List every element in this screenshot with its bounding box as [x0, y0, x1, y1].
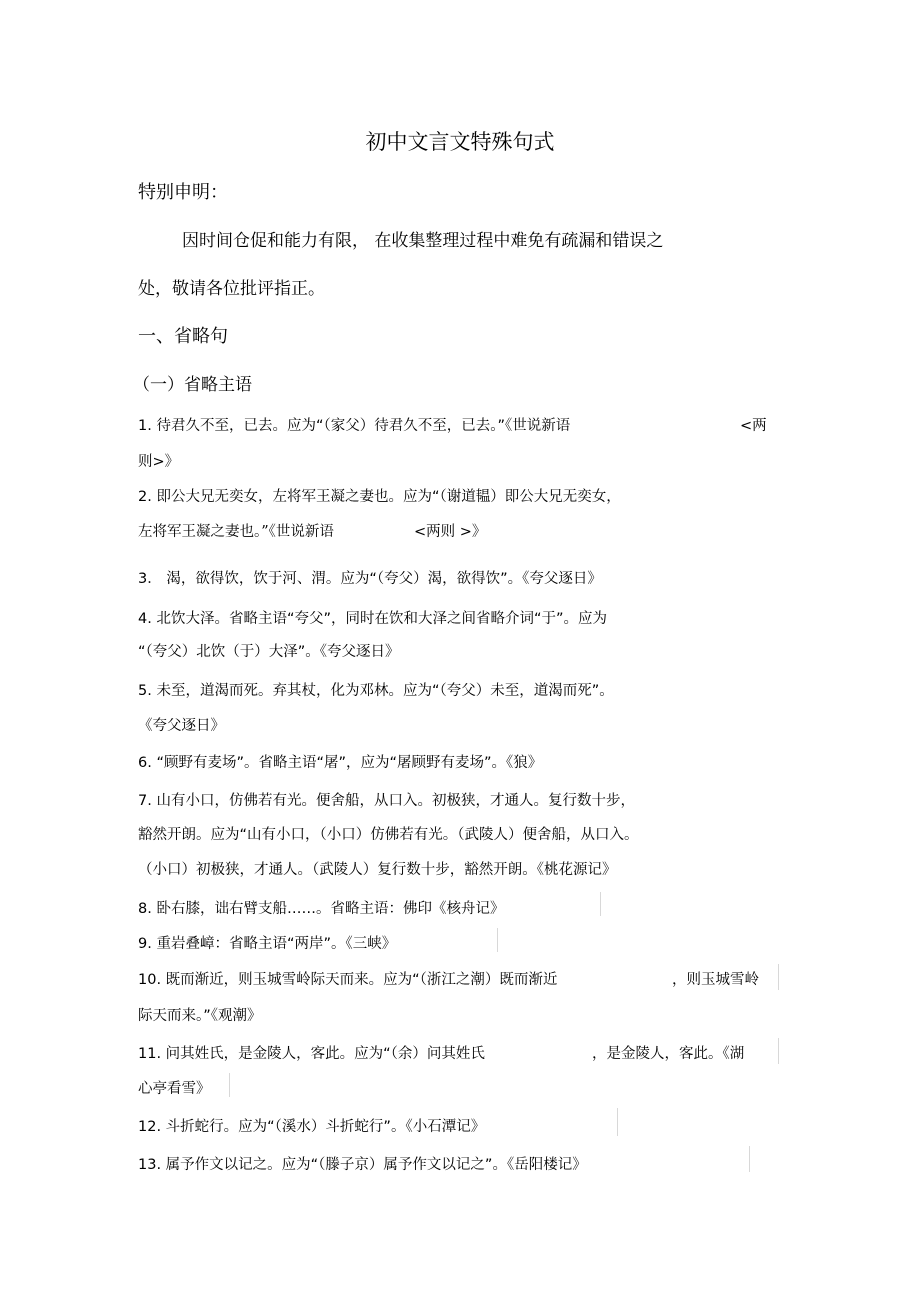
item-2-line-1: 2. 即公大兄无奕女，左将军王凝之妻也。应为“（谢道韫）即公大兄无奕女，: [138, 489, 621, 505]
item-2-line-2: 左将军王凝之妻也。”《世说新语: [138, 524, 334, 540]
item-10-line-2: 际天而来。”《观潮》: [138, 1008, 262, 1024]
item-3: 3． 渴，欲得饮，饮于河、渭。应为“（夸父）渴，欲得饮”。《夸父逐日》: [138, 571, 602, 587]
notice-line-2: 处，敬请各位批评指正。: [138, 279, 325, 299]
item-1-line-2: 则>》: [138, 454, 180, 470]
item-12: 12. 斗折蛇行。应为“（溪水）斗折蛇行”。《小石潭记》: [138, 1119, 486, 1135]
item-9: 9. 重岩叠嶂：省略主语“两岸”。《三峡》: [138, 936, 397, 952]
item-1-line-1: 1. 待君久不至，已去。应为“（家父）待君久不至，已去。”《世说新语: [138, 418, 571, 434]
item-1-tail: <两: [740, 418, 767, 434]
item-7-line-2: 豁然开朗。应为“山有小口，（小口）仿佛若有光。（武陵人）便舍船，从口入。: [138, 827, 639, 843]
notice-heading: 特别申明：: [138, 182, 228, 203]
text-box-edge: [749, 1146, 750, 1172]
item-4-line-2: “（夸父）北饮（于）大泽”。《夸父逐日》: [138, 644, 400, 660]
item-7-line-1: 7. 山有小口，仿佛若有光。便舍船，从口入。初极狭，才通人。复行数十步，: [138, 793, 635, 809]
text-box-edge: [229, 1073, 230, 1097]
item-11-line-2: 心亭看雪》: [138, 1081, 211, 1097]
item-2-tail: <两则 >》: [414, 524, 487, 540]
notice-line-1: 因时间仓促和能力有限， 在收集整理过程中难免有疏漏和错误之: [182, 231, 664, 251]
item-11-tail: ，是金陵人，客此。《湖: [592, 1046, 745, 1062]
item-11-line-1: 11. 问其姓氏，是金陵人，客此。应为“（余）问其姓氏: [138, 1046, 485, 1062]
subsection-heading-subject-omission: （一）省略主语: [133, 375, 252, 395]
item-10-tail: ，则玉城雪岭: [672, 972, 759, 988]
item-13: 13. 属予作文以记之。应为“（滕子京）属予作文以记之”。《岳阳楼记》: [138, 1157, 587, 1173]
text-box-edge: [778, 964, 779, 990]
item-6: 6. “顾野有麦场”。省略主语“屠”，应为“屠顾野有麦场”。《狼》: [138, 755, 543, 771]
text-box-edge: [497, 928, 498, 952]
text-box-edge: [600, 892, 601, 916]
item-4-line-1: 4. 北饮大泽。省略主语“夸父”，同时在饮和大泽之间省略介词“于”。应为: [138, 611, 607, 627]
text-box-edge: [617, 1108, 618, 1136]
document-title: 初中文言文特殊句式: [365, 130, 555, 154]
item-5-line-2: 《夸父逐日》: [138, 718, 225, 734]
section-heading-omission: 一、省略句: [138, 326, 228, 347]
text-box-edge: [778, 1038, 779, 1064]
item-5-line-1: 5. 未至，道渴而死。弃其杖，化为邓林。应为“（夸父）未至，道渴而死”。: [138, 683, 614, 699]
item-10-line-1: 10. 既而渐近，则玉城雪岭际天而来。应为“（浙江之潮）既而渐近: [138, 972, 558, 988]
item-8: 8. 卧右膝，诎右臂支船……。省略主语：佛印《核舟记》: [138, 901, 505, 917]
item-7-line-3: （小口）初极狭，才通人。（武陵人）复行数十步，豁然开朗。《桃花源记》: [138, 862, 617, 878]
